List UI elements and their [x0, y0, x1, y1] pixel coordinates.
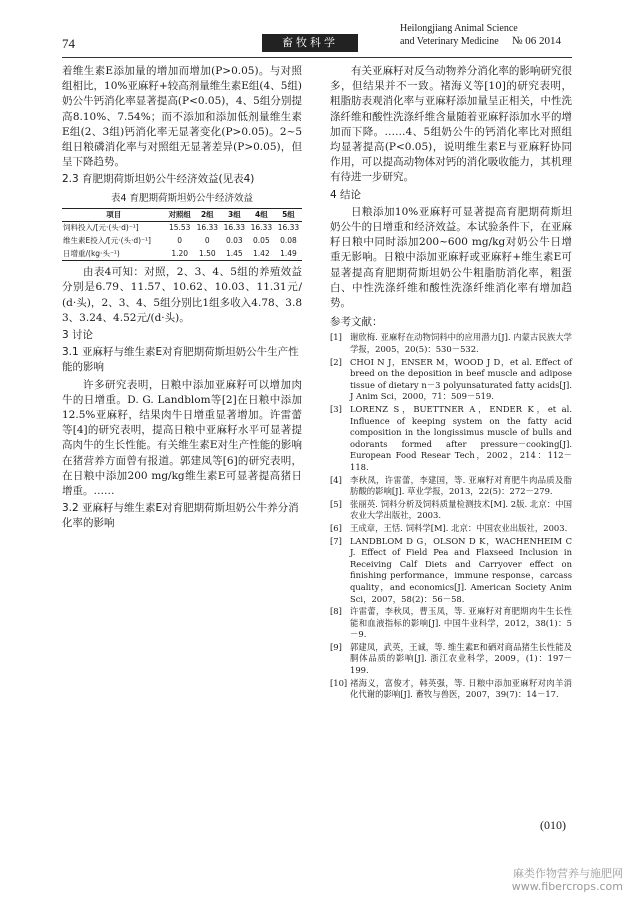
- table-row-label: 饲料投入/[元·(头·d)⁻¹]: [63, 223, 139, 233]
- reference-item: [330, 523, 572, 535]
- reference-item: [330, 606, 572, 641]
- table-header-cell: 3组: [227, 209, 241, 219]
- references-heading: 参考文献：: [330, 316, 383, 329]
- table-cell: 0.05: [253, 236, 270, 246]
- paragraph: 有关亚麻籽对反刍动物养分消化率的影响研究很多，但结果并不一致。褚海义等[10]的研究表明，粗脂肪表观消化率与亚麻籽添加量呈正相关，中性洗涤纤维和酸性洗涤纤维含量随着亚麻籽添加水平的增加而下降。……4、5组奶公牛的钙消化率比对照组均显著提高(P<0.05)，说明维生素E与亚麻籽协同作用，可以提高动物体对钙的消化吸收能力，其机理有待进一步研究。: [330, 65, 572, 184]
- table-cell: 1.49: [280, 248, 297, 258]
- paragraph: 日粮添加10%亚麻籽可显著提高育肥期荷斯坦奶公牛的日增重和经济效益。本试验条件下，在亚麻籽日粮中同时添加200~600 mg/kg对奶公牛日增重无影响。日粮中添加亚麻籽或亚麻籽+维生素E可显著提高育肥期荷斯坦奶公牛粗脂肪消化率，粗蛋白、中性洗涤纤维和酸性洗涤纤维消化率有增加趋势。: [330, 205, 572, 310]
- section-badge: 畜牧科学: [262, 34, 358, 52]
- table-row-label: 日增重/(kg·头⁻¹): [63, 248, 120, 258]
- reference-text: 谢欣梅. 亚麻籽在动物饲料中的应用潜力[J]. 内蒙古民族大学学报，2005，20(5)：530－532.: [350, 332, 572, 355]
- table-cell: 0.03: [225, 236, 243, 246]
- page-number: 74: [62, 36, 75, 51]
- references-list: [330, 332, 572, 700]
- table-row: [62, 222, 302, 235]
- reference-text: 李秋凤，许雷蕾，李建国，等. 亚麻籽对育肥牛肉品质及脂肪酸的影响[J]. 草业学报，2013，22(5)：272－279.: [350, 474, 572, 497]
- reference-number: [7]: [330, 535, 342, 546]
- header-divider: [62, 57, 572, 58]
- reference-item: [330, 678, 572, 701]
- table-header-cell: 5组: [282, 209, 295, 219]
- table-row: [62, 235, 302, 248]
- table-cell: 15.53: [168, 223, 191, 233]
- reference-item: [330, 536, 572, 606]
- table-cell: 1.42: [253, 248, 270, 258]
- reference-text: LORENZ S，BUETTNER A，ENDER K，et al. Influence of keeping system on the fatty acid composition in the longissimus muscle of bulls and odorants formed after pressure－cooking[J]. European Food Resear Tech，2002，214：112－118.: [350, 404, 572, 472]
- journal-name-line1: Heilongjiang Animal Science: [400, 23, 518, 34]
- reference-item: [330, 404, 572, 474]
- subsection-heading: 3.1 亚麻籽与维生素E对育肥期荷斯坦奶公牛生产性能的影响: [62, 346, 299, 374]
- reference-number: [3]: [330, 404, 342, 415]
- table-header-cell: 对照组: [168, 209, 191, 219]
- reference-text: CHOI N J，ENSER M，WOOD J D，et al. Effect of breed on the deposition in beef muscle and adipose tissue of dietary n－3 polyunsaturated fatty acids[J]. J Anim Sci，2000，71：509－519.: [350, 356, 572, 402]
- table-cell: 16.33: [196, 223, 219, 233]
- table-caption: 表4 育肥期荷斯坦奶公牛经济效益: [110, 192, 254, 204]
- right-column: [330, 64, 572, 702]
- table-cell: 0: [177, 236, 183, 246]
- table-header-cell: 项目: [106, 209, 122, 219]
- journal-name: [400, 22, 518, 48]
- paragraph: 许多研究表明，日粮中添加亚麻籽可以增加肉牛的日增重。D. G. Landblom等[2]在日粮中添加12.5%亚麻籽，结果肉牛日增重显著增加。许雷蕾等[4]的研究表明，提高日粮中亚麻籽水平可显著提高肉牛的生长性能。有关维生素E对生产性能的影响在猪营养方面曾有报道。郭建凤等[6]的研究表明，在日粮中添加200 mg/kg维生素E可显著提高猪日增重。……: [62, 378, 302, 498]
- reference-text: LANDBLOM D G，OLSON D K，WACHENHEIM C J. Effect of Field Pea and Flaxseed Inclusion in Receiving Calf Diets and Carryover effect on finishing performance，immune response，carcass quality，and economics[J]. American Society Anim Sci，2007，58(2)：56－58.: [350, 535, 572, 604]
- site-watermark: [512, 867, 623, 893]
- table-header-cell: 4组: [255, 209, 268, 219]
- reference-text: 郭建凤，武英，王诚，等. 维生素E和硒对商品猪生长性能及胴体品质的影响[J]. 浙江农业科学，2009，(1)：197－199.: [350, 641, 572, 676]
- section-heading: 3 讨论: [62, 329, 94, 342]
- economic-benefit-table: [62, 208, 302, 261]
- reference-item: [330, 332, 572, 355]
- section-heading: 4 结论: [330, 188, 362, 201]
- subsection-heading: 3.2 亚麻籽与维生素E对育肥期荷斯坦奶公牛养分消化率的影响: [62, 502, 299, 530]
- reference-number: [2]: [330, 356, 342, 367]
- reference-number: [6]: [330, 522, 342, 533]
- reference-text: 张丽英. 饲料分析及饲料质量检测技术[M]. 2版. 北京：中国农业大学出版社，2003.: [350, 498, 572, 521]
- reference-number: [8]: [330, 606, 342, 617]
- left-column: [62, 64, 302, 534]
- paragraph: 由表4可知：对照，2、3、4、5组的养殖效益分别是6.79、11.57、10.62、10.03、11.31元/(d·头)，2、3、4、5组分别比1组多收入4.78、3.83、3.24、4.52元/(d·头)。: [62, 266, 302, 324]
- table-cell: 16.33: [277, 223, 300, 233]
- table-cell: 0.08: [280, 236, 297, 246]
- table-cell: 16.33: [250, 223, 273, 233]
- reference-item: [330, 642, 572, 677]
- section-heading: 2.3 育肥期荷斯坦奶公牛经济效益(见表4): [62, 173, 255, 186]
- reference-item: [330, 357, 572, 403]
- page-code: (010): [540, 818, 566, 832]
- table-header-row: [62, 208, 302, 222]
- reference-number: [9]: [330, 641, 342, 652]
- reference-text: 王成章，王恬. 饲料学[M]. 北京：中国农业出版社，2003.: [350, 522, 568, 533]
- watermark-line1: 麻类作物营养与施肥网: [513, 867, 623, 880]
- paragraph: 着维生素E添加量的增加而增加(P>0.05)。与对照组相比，10%亚麻籽+较高剂量维生素E组(4、5组)奶公牛钙消化率显著提高(P<0.05)，4、5组分别提高8.10%、7.54%；而不添加和添加低剂量维生素E组(2、3组)钙消化率无显著变化(P>0.05)。2~5组日粮磷消化率与对照组无显著差异(P>0.05)，但呈下降趋势。: [62, 65, 302, 169]
- issue-number: № 06 2014: [512, 35, 561, 47]
- table-cell: 1.45: [225, 248, 243, 258]
- reference-number: [5]: [330, 498, 342, 509]
- table-row-label: 维生素E投入/[元·(头·d)⁻¹]: [63, 236, 151, 246]
- journal-name-line2: and Veterinary Medicine: [400, 36, 499, 47]
- table-cell: 0: [204, 236, 210, 246]
- table-row: [62, 248, 302, 261]
- reference-text: 褚海义，富俊才，韩英强，等. 日粮中添加亚麻籽对肉羊消化代谢的影响[J]. 畜牧与兽医，2007，39(7)：14－17.: [350, 677, 572, 700]
- reference-text: 许雷蕾，李秋凤，曹玉凤，等. 亚麻籽对育肥期肉牛生长性能和血液指标的影响[J]. 中国牛业科学，2012，38(1)：5－9.: [350, 606, 572, 640]
- reference-item: [330, 499, 572, 522]
- table-cell: 1.50: [198, 248, 216, 258]
- reference-number: [10]: [330, 677, 348, 688]
- table-cell: 16.33: [223, 223, 246, 233]
- table-cell: 1.20: [171, 248, 189, 258]
- reference-number: [1]: [330, 332, 342, 343]
- watermark-line2: www.fibercrops.com: [511, 880, 623, 893]
- table-header-cell: 2组: [200, 209, 214, 219]
- reference-item: [330, 475, 572, 498]
- reference-number: [4]: [330, 474, 342, 485]
